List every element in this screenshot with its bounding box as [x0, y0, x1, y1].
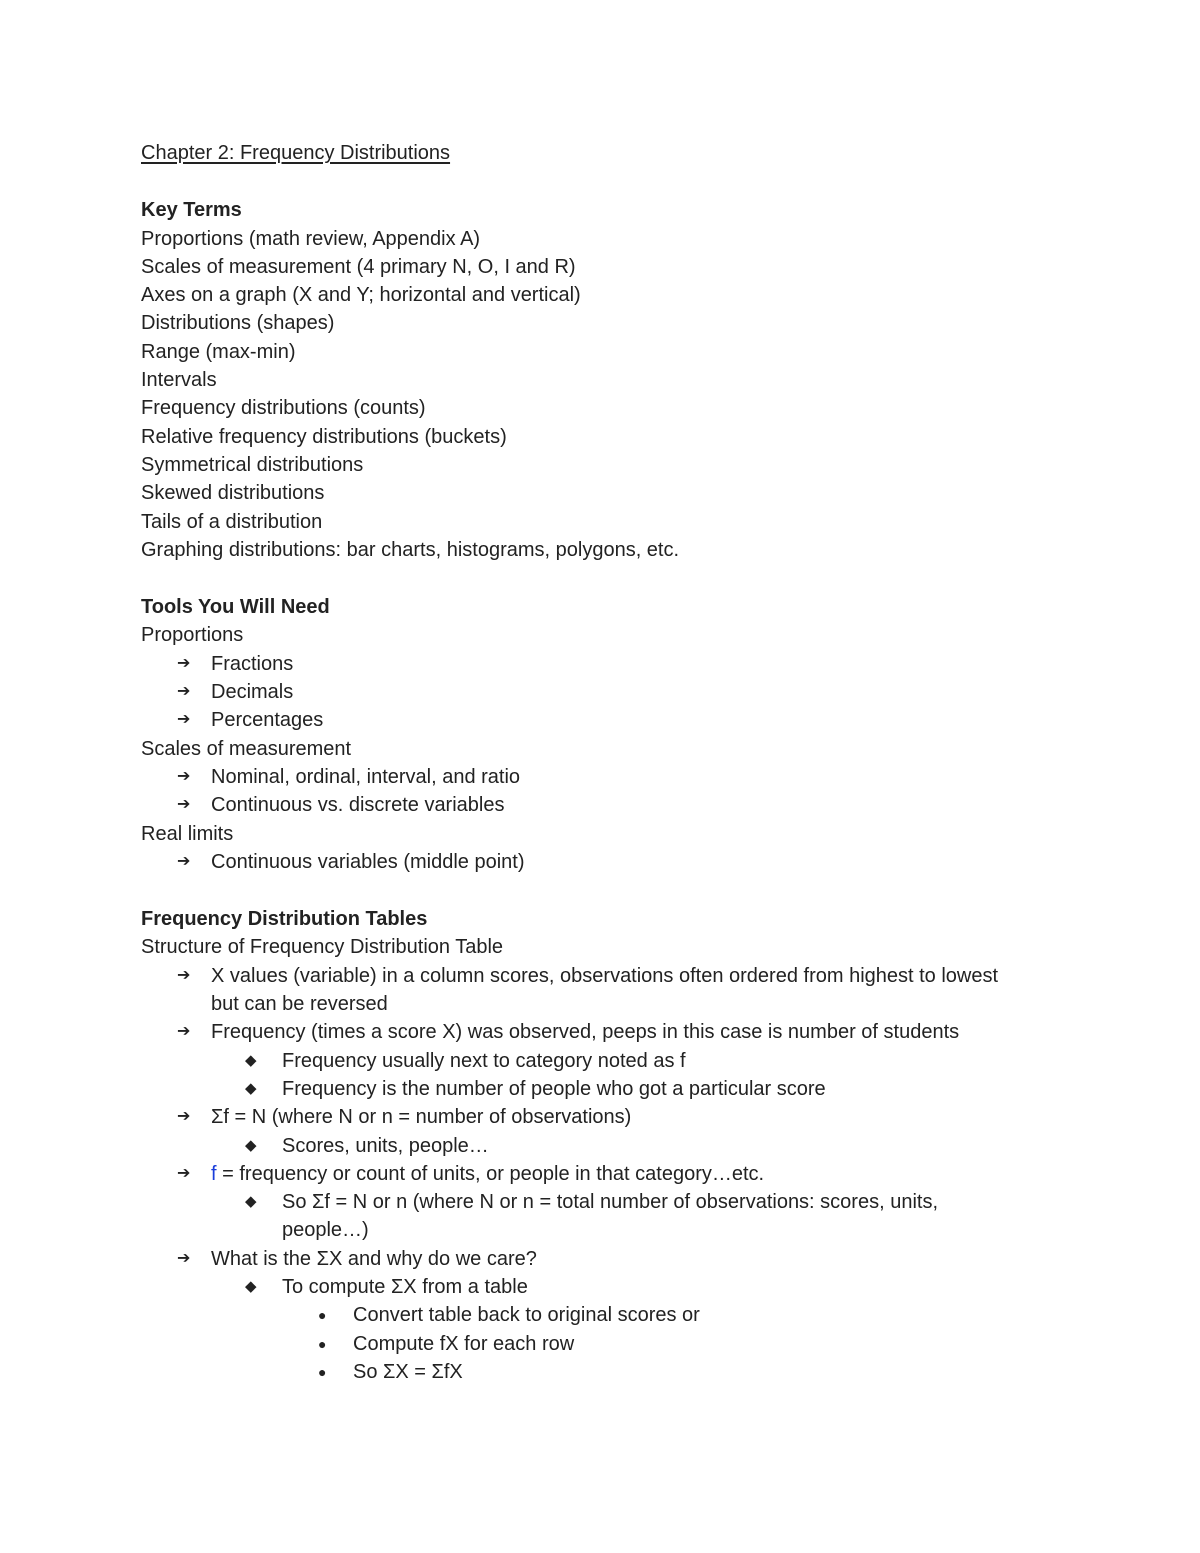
list-item-text: Nominal, ordinal, interval, and ratio: [211, 765, 521, 788]
list-item-text: So ΣX = ΣfX: [353, 1360, 463, 1383]
tools-group-label: Scales of measurement: [141, 737, 352, 760]
list-item: [141, 791, 1041, 819]
list-item-text: So Σf = N or n (where N or n = total number of observations: scores, units, people…): [282, 1191, 938, 1242]
tools-heading: Tools You Will Need: [141, 596, 330, 619]
list-item: [141, 1188, 1002, 1245]
list-item-text: Decimals: [211, 681, 294, 704]
list-item-text: Continuous vs. discrete variables: [211, 794, 505, 817]
key-term-item: Frequency distributions (counts): [141, 397, 426, 420]
diamond-bullet-icon: ◆: [245, 1193, 257, 1211]
key-term-item: Distributions (shapes): [141, 312, 335, 335]
key-term-item: Skewed distributions: [141, 482, 325, 505]
list-item-text: Convert table back to original scores or: [353, 1304, 700, 1327]
arrow-bullet-icon: ➔: [177, 711, 191, 729]
list-item: [141, 1103, 1041, 1131]
f-symbol: f: [211, 1162, 217, 1185]
list-item: [141, 706, 1041, 734]
list-item-text: Scores, units, people…: [282, 1134, 489, 1157]
key-terms-heading: Key Terms: [141, 199, 242, 222]
arrow-bullet-icon: ➔: [177, 1249, 191, 1267]
arrow-bullet-icon: ➔: [177, 1023, 191, 1041]
list-item-text: To compute ΣX from a table: [282, 1275, 528, 1298]
list-item-text: Frequency (times a score X) was observed, peeps in this case is number of students: [211, 1021, 960, 1044]
dot-bullet-icon: ●: [318, 1363, 327, 1380]
key-term-item: Axes on a graph (X and Y; horizontal and vertical): [141, 284, 581, 307]
list-item-text: X values (variable) in a column scores, observations often ordered from highest to lowest but can be reversed: [211, 964, 999, 1016]
key-term-item: Range (max-min): [141, 340, 296, 363]
list-item-text: Fractions: [211, 652, 294, 675]
diamond-bullet-icon: ◆: [245, 1136, 257, 1154]
list-item: [141, 763, 1041, 791]
list-item: [141, 1047, 1041, 1075]
document-page: [141, 139, 1041, 1386]
list-item-text: What is the ΣX and why do we care?: [211, 1247, 537, 1270]
arrow-bullet-icon: ➔: [177, 767, 191, 785]
arrow-bullet-icon: ➔: [177, 1108, 191, 1126]
key-term-item: Intervals: [141, 369, 217, 392]
list-item: [141, 1273, 1041, 1301]
key-term-item: Tails of a distribution: [141, 510, 323, 533]
list-item: [141, 848, 1041, 876]
fdt-structure-label: Structure of Frequency Distribution Table: [141, 936, 504, 959]
key-term-item: Relative frequency distributions (buckets): [141, 425, 507, 448]
key-term-item: Symmetrical distributions: [141, 453, 364, 476]
list-item: [141, 1018, 1041, 1046]
arrow-bullet-icon: ➔: [177, 852, 191, 870]
list-item: [141, 1160, 1041, 1188]
diamond-bullet-icon: ◆: [245, 1051, 257, 1069]
dot-bullet-icon: ●: [318, 1307, 327, 1324]
diamond-bullet-icon: ◆: [245, 1277, 257, 1295]
arrow-bullet-icon: ➔: [177, 683, 191, 701]
dot-bullet-icon: ●: [318, 1335, 327, 1352]
arrow-bullet-icon: ➔: [177, 966, 191, 984]
list-item: [141, 678, 1041, 706]
key-term-item: Scales of measurement (4 primary N, O, I and R): [141, 255, 576, 278]
arrow-bullet-icon: ➔: [177, 654, 191, 672]
list-item: [141, 1132, 1041, 1160]
list-item: [141, 1245, 1041, 1273]
fdt-heading: Frequency Distribution Tables: [141, 908, 428, 931]
list-item: [141, 1075, 1041, 1103]
key-term-item: Graphing distributions: bar charts, histograms, polygons, etc.: [141, 538, 680, 561]
tools-group-label: Proportions: [141, 624, 244, 647]
list-item: [141, 1330, 1041, 1358]
list-item: [141, 1301, 1041, 1329]
list-item-text: Percentages: [211, 709, 324, 732]
tools-group-label: Real limits: [141, 822, 234, 845]
diamond-bullet-icon: ◆: [245, 1079, 257, 1097]
list-item: [141, 650, 1041, 678]
list-item-text: Σf = N (where N or n = number of observations): [211, 1106, 632, 1129]
page-title: Chapter 2: Frequency Distributions: [141, 142, 451, 164]
arrow-bullet-icon: ➔: [177, 796, 191, 814]
list-item-text: = frequency or count of units, or people in that category…etc.: [216, 1162, 765, 1185]
list-item-text: Frequency is the number of people who got a particular score: [282, 1077, 826, 1100]
key-term-item: Proportions (math review, Appendix A): [141, 227, 481, 250]
list-item-text: Frequency usually next to category noted as f: [282, 1049, 686, 1072]
list-item: [141, 1358, 1041, 1386]
list-item-text: Compute fX for each row: [353, 1332, 575, 1355]
list-item-text: Continuous variables (middle point): [211, 850, 525, 873]
arrow-bullet-icon: ➔: [177, 1164, 191, 1182]
list-item: [141, 962, 1011, 1019]
